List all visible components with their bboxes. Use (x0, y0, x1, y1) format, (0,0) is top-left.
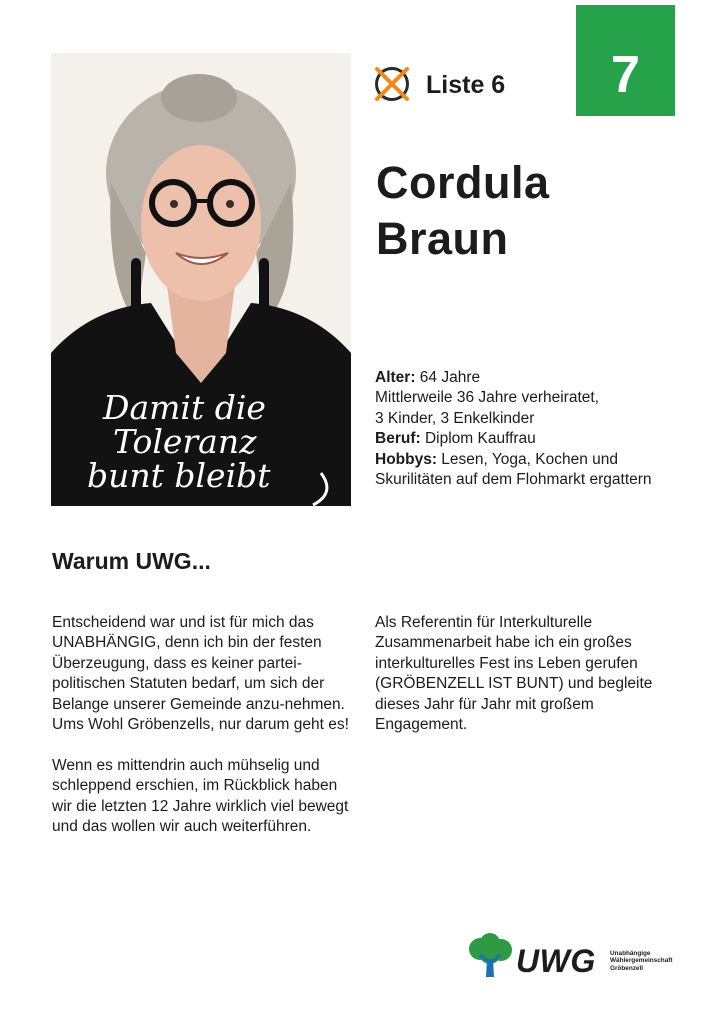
personal-info (375, 368, 675, 490)
paragraph-right-1: Als Referentin für Interkulturelle Zusammenarbeit habe ich ein großes interkulturelles Fest ins Leben gerufen (GRÖBENZELL IST BUNT) und begleite dieses Jahr für Jahr mit großem Engagement. (375, 614, 653, 734)
logo-wordmark: UWG (516, 943, 596, 979)
hobby-label: Hobbys: (375, 450, 437, 468)
list-position-badge (576, 5, 675, 116)
age-label: Alter: (375, 369, 416, 386)
section-title: Warum UWG... (52, 548, 211, 574)
job-label: Beruf: (375, 430, 421, 448)
age-value: 64 Jahre (415, 369, 481, 386)
job-line (375, 429, 675, 449)
family-line-1: Mittlerweile 36 Jahre verheiratet, (375, 389, 599, 407)
candidate-portrait (51, 53, 351, 506)
ballot-cross-icon (372, 64, 412, 104)
hobby-line (375, 450, 675, 491)
age-line (375, 368, 675, 388)
candidate-first-name: Cordula (376, 157, 550, 208)
job-value: Diplom Kauffrau (420, 430, 536, 448)
logo-subtitle-line-1: Unabhängige (610, 950, 651, 957)
logo-subtitle-line-3: Gröbenzell (610, 964, 644, 972)
text-column-right (375, 613, 680, 735)
tree-icon (466, 933, 514, 979)
text-column-left (52, 613, 357, 837)
photo-slogan-line-2: Toleranz (113, 422, 257, 461)
logo-subtitle-line-2: Wählergemeinschaft (610, 957, 673, 965)
list-label: Liste 6 (426, 71, 506, 99)
portrait-photo (51, 53, 351, 506)
candidate-last-name: Braun (376, 213, 509, 264)
paragraph-left-2: Wenn es mittendrin auch mühselig und schleppend erschien, im Rückblick haben wir die letzten 12 Jahre wirklich viel bewegt und das wollen wir auch weiterführen. (52, 756, 349, 836)
family-line-2: 3 Kinder, 3 Enkelkinder (375, 409, 535, 427)
paragraph-left-1: Entscheidend war und ist für mich das UNABHÄNGIG, denn ich bin der festen Überzeugung, dass es keiner partei-politischen Statuten bedarf, um sich der Belange unserer Gemeinde anzu-nehmen. Ums Wohl Gröbenzells, nur darum geht es! (52, 614, 349, 734)
list-position-number: 7 (611, 46, 640, 104)
photo-slogan-line-3: bunt bleibt (87, 456, 271, 495)
logo-subtitle (610, 950, 673, 972)
uwg-logo (466, 933, 678, 981)
hobby-value: Lesen, Yoga, Kochen und Skurilitäten auf dem Flohmarkt ergattern (375, 450, 652, 489)
photo-slogan-line-1: Damit die (103, 388, 266, 427)
candidate-name (376, 155, 550, 267)
